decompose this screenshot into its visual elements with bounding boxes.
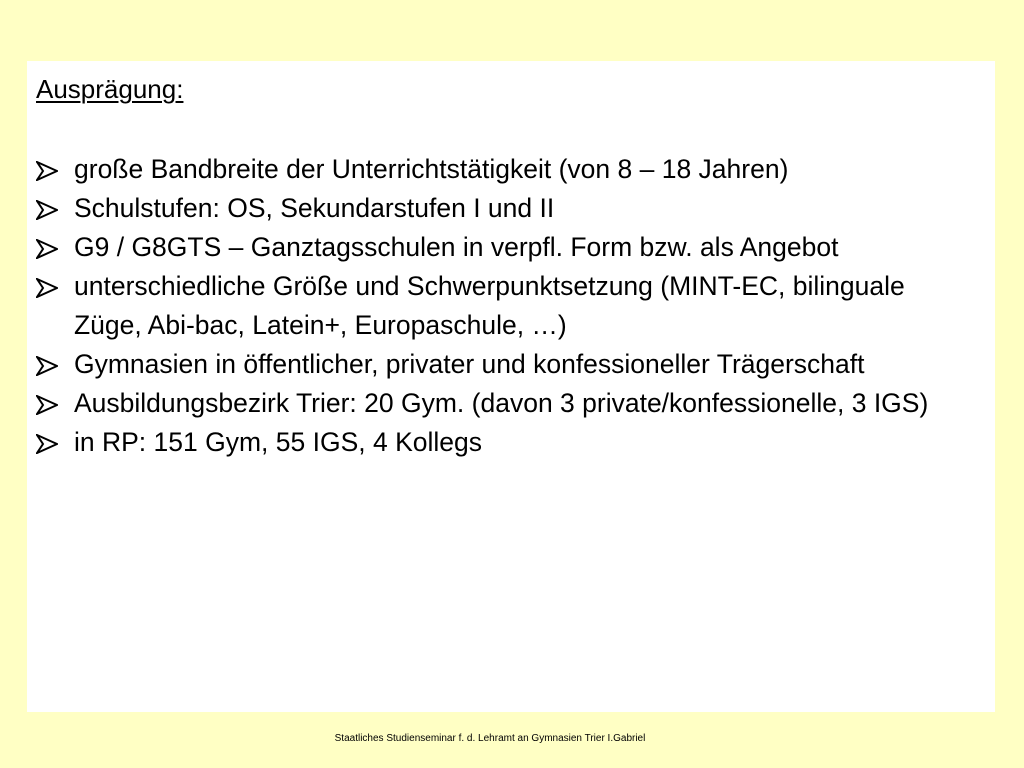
- bullet-text: in RP: 151 Gym, 55 IGS, 4 Kollegs: [74, 427, 482, 457]
- slide-footer: [0, 733, 1024, 745]
- arrowhead-bullet-icon: [36, 356, 58, 376]
- bullet-item: [36, 228, 966, 267]
- arrowhead-bullet-icon: [36, 161, 58, 181]
- arrowhead-bullet-icon: [36, 434, 58, 454]
- footer-text: Staatliches Studienseminar f. d. Lehramt an Gymnasien Trier I.Gabriel: [334, 733, 646, 744]
- bullet-item: [36, 423, 966, 462]
- bullet-text: große Bandbreite der Unterrichtstätigkeit (von 8 – 18 Jahren): [74, 154, 789, 184]
- bullet-text: Gymnasien in öffentlicher, privater und konfessioneller Trägerschaft: [74, 349, 865, 379]
- bullet-item: [36, 150, 966, 189]
- arrowhead-bullet-icon: [36, 395, 58, 415]
- bullet-text: Schulstufen: OS, Sekundarstufen I und II: [74, 193, 555, 223]
- arrowhead-bullet-icon: [36, 239, 58, 259]
- bullet-list: [36, 150, 966, 462]
- bullet-item: [36, 345, 966, 384]
- bullet-text: unterschiedliche Größe und Schwerpunktsetzung (MINT-EC, bilinguale Züge, Abi-bac, Latein+, Europaschule, …): [74, 271, 905, 340]
- bullet-item: [36, 384, 966, 423]
- arrowhead-bullet-icon: [36, 278, 58, 298]
- bullet-item: [36, 189, 966, 228]
- bullet-text: G9 / G8GTS – Ganztagsschulen in verpfl. Form bzw. als Angebot: [74, 232, 839, 262]
- bullet-item: [36, 267, 966, 345]
- slide-heading: Ausprägung:: [36, 74, 184, 104]
- bullet-text: Ausbildungsbezirk Trier: 20 Gym. (davon 3 private/konfessionelle, 3 IGS): [74, 388, 929, 418]
- arrowhead-bullet-icon: [36, 200, 58, 220]
